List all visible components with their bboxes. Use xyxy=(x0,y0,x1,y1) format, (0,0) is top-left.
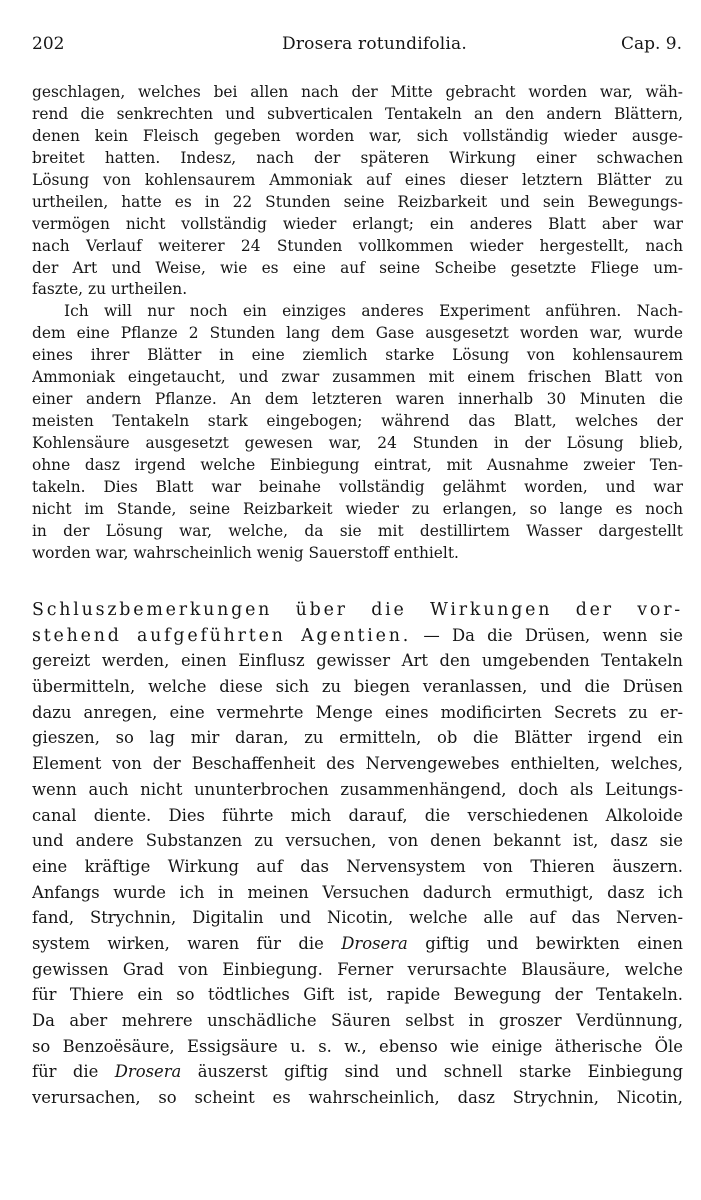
section-heading-line xyxy=(32,597,683,623)
text-line: gewissen Grad von Einbiegung. Ferner verursachte Blausäure, welche xyxy=(32,959,683,979)
text-line xyxy=(32,1059,683,1085)
paragraph-experiment xyxy=(32,301,683,564)
text-line: canal diente. Dies führte mich darauf, die verschiedenen Alkoloide xyxy=(32,805,683,825)
text-line: gereizt werden, einen Einflusz gewisser Art den umgebenden Tentakeln xyxy=(32,651,683,671)
text-line: einer andern Pflanze. An dem letzteren waren innerhalb 30 Minuten die xyxy=(32,390,683,409)
text-run: äuszerst giftig sind und schnell starke Einbiegung xyxy=(197,1062,683,1082)
small-print-block xyxy=(32,82,683,565)
genus-name: Drosera xyxy=(114,1062,182,1082)
text-line: fand, Strychnin, Digitalin und Nicotin, welche alle auf das Nerven- xyxy=(32,908,683,928)
text-line: wenn auch nicht ununterbrochen zusammenhängend, doch als Leitungs- xyxy=(32,779,683,799)
text-line: ohne dasz irgend welche Einbiegung eintrat, mit Ausnahme zweier Ten- xyxy=(32,455,683,474)
text-line: Ammoniak eingetaucht, und zwar zusammen mit einem frischen Blatt von xyxy=(32,368,683,387)
text-run: für die xyxy=(32,1062,99,1082)
section-concluding-remarks xyxy=(32,597,683,1111)
chapter-label: Cap. 9. xyxy=(620,34,682,54)
text-line xyxy=(32,931,683,957)
section-heading-cont: stehend aufgeführten Agentien. xyxy=(32,625,412,646)
text-line: denen kein Fleisch gegeben worden war, sich vollständig wieder ausge- xyxy=(32,126,683,145)
text-line: eine kräftige Wirkung auf das Nervensystem von Thieren äuszern. xyxy=(32,856,683,876)
text-line: worden war, wahrscheinlich wenig Sauerstoff enthielt. xyxy=(32,543,459,562)
text-line: meisten Tentakeln stark eingebogen; während das Blatt, welches der xyxy=(32,412,683,431)
text-line: in der Lösung war, welche, da sie mit destillirtem Wasser dargestellt xyxy=(32,521,683,540)
text-line: nach Verlauf weiterer 24 Stunden vollkommen wieder hergestellt, nach xyxy=(32,236,683,255)
text-run: system wirken, waren für die xyxy=(32,933,324,953)
text-line: Da aber mehrere unschädliche Säuren selbst in groszer Verdünnung, xyxy=(32,1011,683,1030)
genus-name: Drosera xyxy=(341,933,408,953)
text-line: verursachen, so scheint es wahrscheinlich, dasz Strychnin, Nicotin, xyxy=(32,1088,683,1108)
text-line: Element von der Beschaffenheit des Nervengewebes enthielten, welches, xyxy=(32,754,683,774)
text-line: für Thiere ein so tödtliches Gift ist, rapide Bewegung der Tentakeln. xyxy=(32,985,683,1005)
running-title: Drosera rotundifolia. xyxy=(282,34,467,54)
text-line: rend die senkrechten und subverticalen Tentakeln an den andern Blättern, xyxy=(32,104,683,123)
text-line: Lösung von kohlensaurem Ammoniak auf eines dieser letztern Blätter zu xyxy=(32,170,683,189)
text-line: geschlagen, welches bei allen nach der Mitte gebracht worden war, wäh- xyxy=(32,83,683,101)
text-run: — Da die Drüsen, wenn sie xyxy=(423,625,683,645)
text-line: urtheilen, hatte es in 22 Stunden seine Reizbarkeit und sein Bewegungs- xyxy=(32,192,683,211)
text-line: gieszen, so lag mir daran, zu ermitteln, ob die Blätter irgend ein xyxy=(32,728,683,748)
page-number: 202 xyxy=(32,34,65,54)
text-line: eines ihrer Blätter in eine ziemlich starke Lösung von kohlensaurem xyxy=(32,346,683,365)
text-line: Ich will nur noch ein einziges anderes Experiment anführen. Nach- xyxy=(64,302,683,321)
text-line xyxy=(32,623,683,649)
text-run: giftig und bewirkten einen xyxy=(425,933,683,953)
text-line: der Art und Weise, wie es eine auf seine Scheibe gesetzte Fliege um- xyxy=(32,258,683,277)
page-header xyxy=(32,34,682,60)
text-line: nicht im Stande, seine Reizbarkeit wieder zu erlangen, so lange es noch xyxy=(32,499,683,518)
text-line: dazu anregen, eine vermehrte Menge eines modificirten Secrets zu er- xyxy=(32,702,683,722)
text-line: Anfangs wurde ich in meinen Versuchen dadurch ermuthigt, dasz ich xyxy=(32,882,683,902)
text-line: breitet hatten. Indesz, nach der späteren Wirkung einer schwachen xyxy=(32,148,683,167)
text-line: takeln. Dies Blatt war beinahe vollständig gelähmt worden, und war xyxy=(32,477,683,496)
text-line: so Benzoësäure, Essigsäure u. s. w., ebenso wie einige ätherische Öle xyxy=(32,1036,683,1056)
text-line: und andere Substanzen zu versuchen, von denen bekannt ist, dasz sie xyxy=(32,831,683,851)
text-line: dem eine Pflanze 2 Stunden lang dem Gase ausgesetzt worden war, wurde xyxy=(32,324,683,343)
section-heading: Schluszbemerkungen über die Wirkungen der vor- xyxy=(32,600,683,620)
text-line: faszte, zu urtheilen. xyxy=(32,280,188,299)
text-line: Kohlensäure ausgesetzt gewesen war, 24 Stunden in der Lösung blieb, xyxy=(32,434,683,452)
paragraph-continued xyxy=(32,82,683,301)
text-line: übermitteln, welche diese sich zu biegen veranlassen, und die Drüsen xyxy=(32,677,683,697)
text-line: vermögen nicht vollständig wieder erlangt; ein anderes Blatt aber war xyxy=(32,214,683,233)
